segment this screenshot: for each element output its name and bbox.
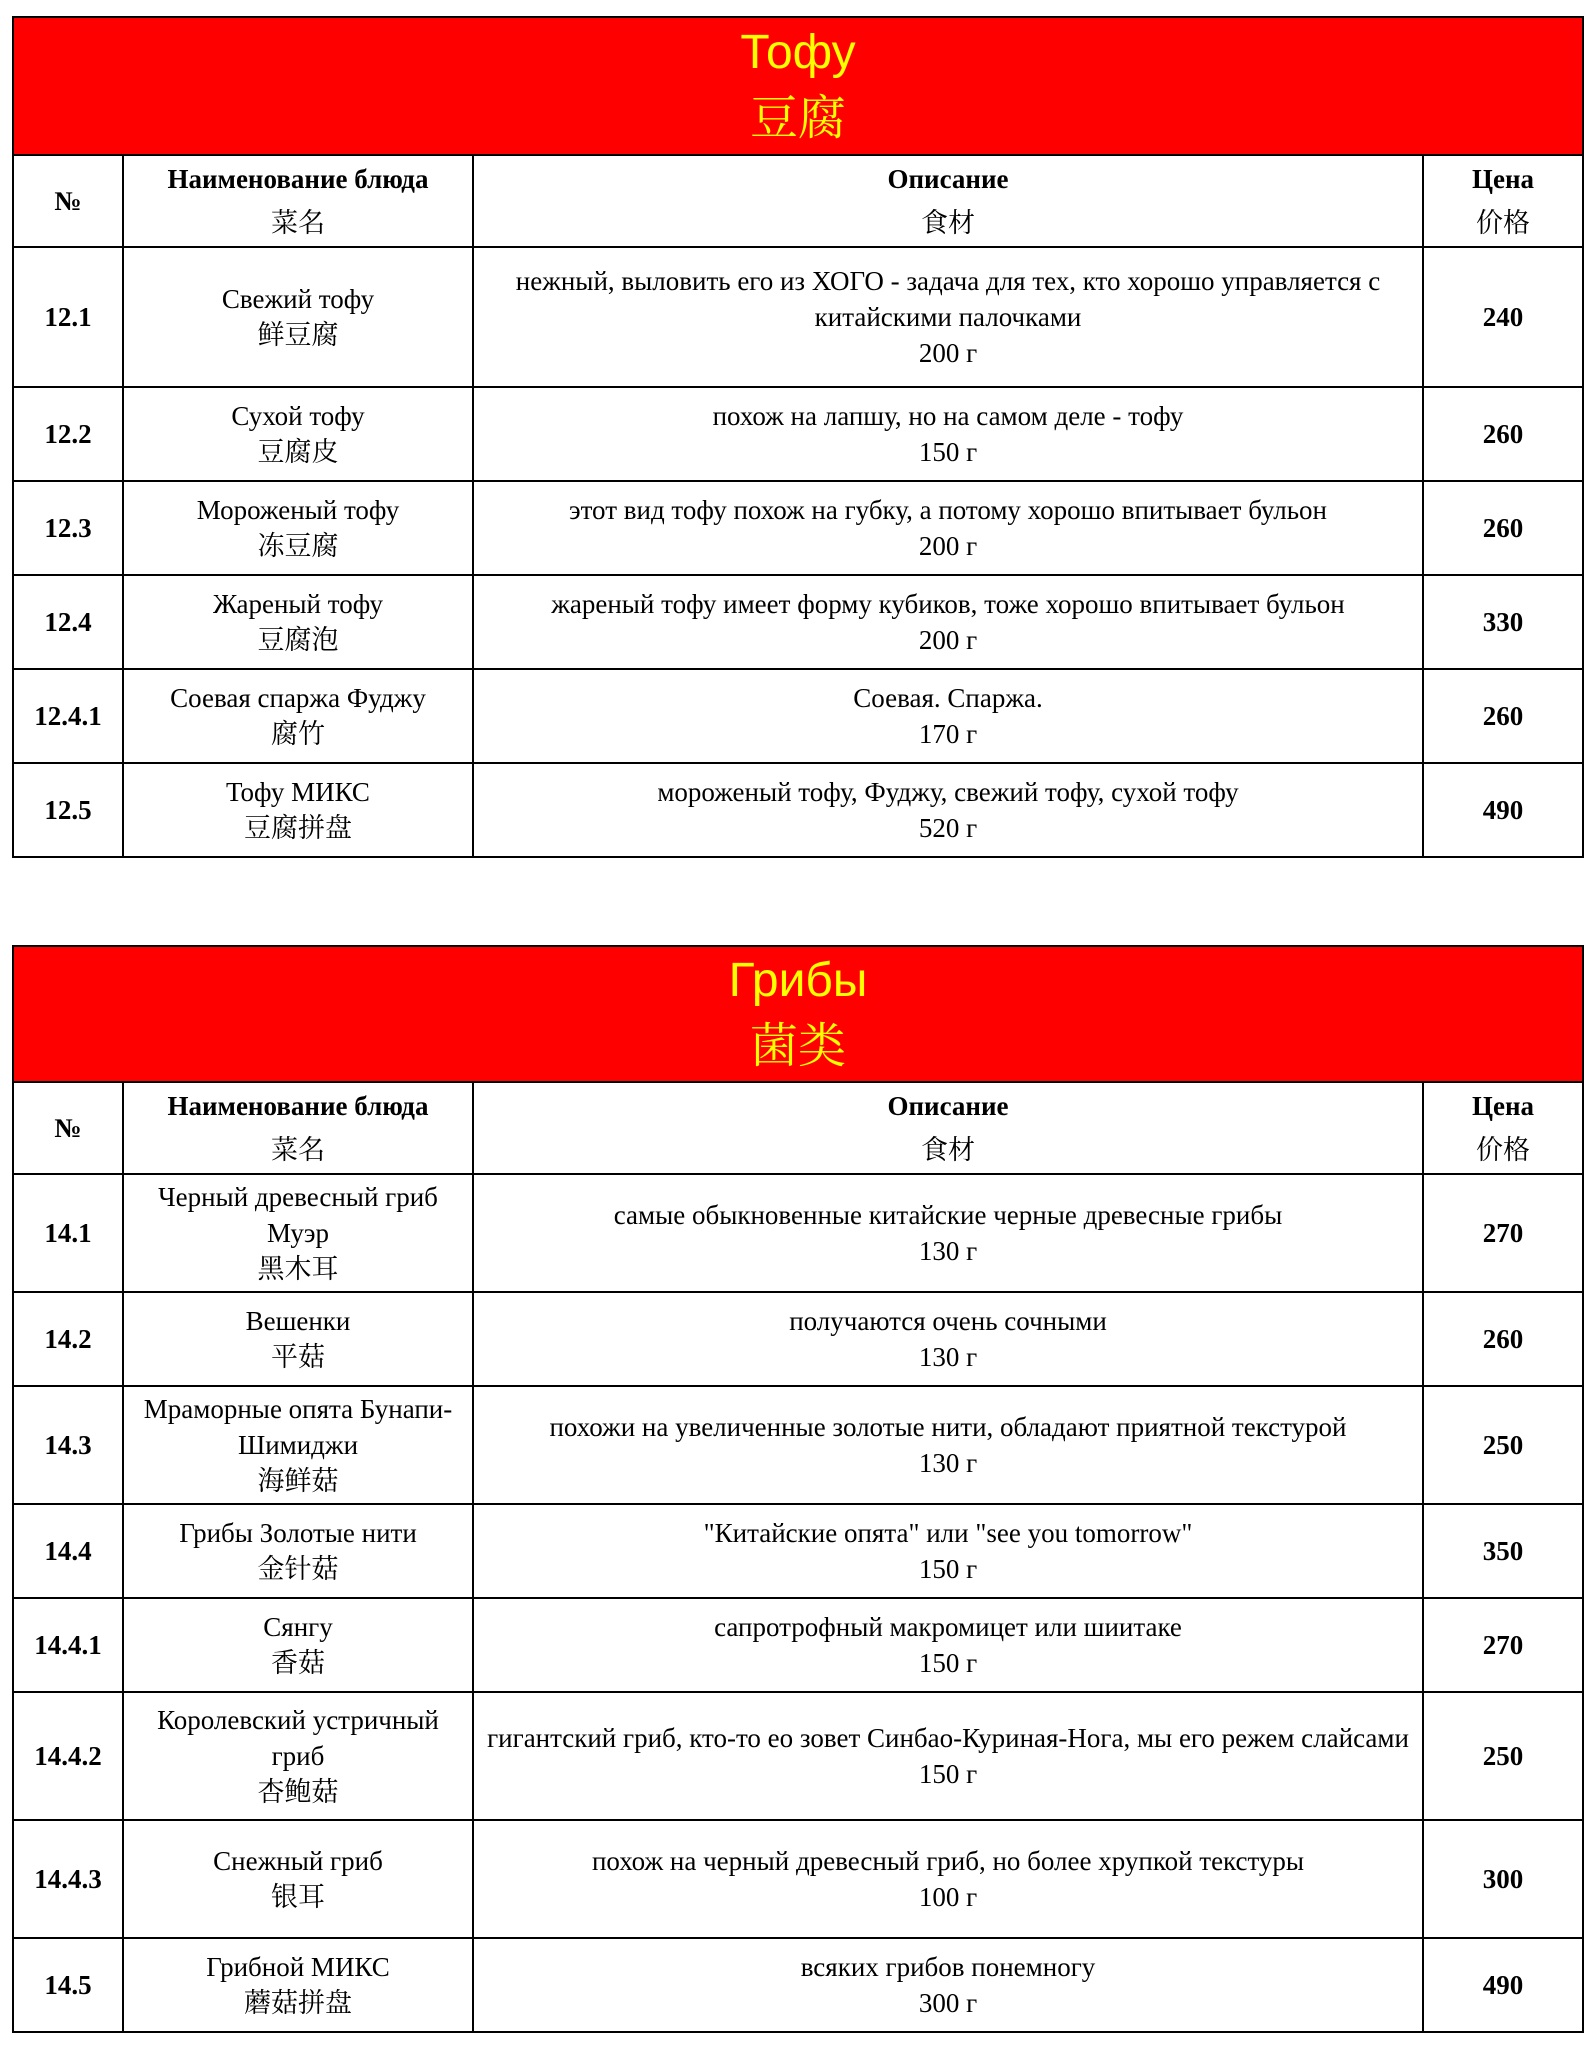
section-header-tofu	[13, 17, 1583, 155]
dish-description-cell	[473, 387, 1423, 481]
dish-number: 12.4.1	[13, 669, 123, 763]
dish-name-ru: Черный древесный гриб Муэр	[158, 1182, 438, 1248]
dish-description: похож на лапшу, но на самом деле - тофу	[712, 401, 1184, 431]
dish-weight: 150 г	[918, 1554, 978, 1584]
dish-name-cell	[123, 763, 473, 857]
dish-weight: 200 г	[918, 338, 978, 368]
section-title-ru: Грибы	[728, 954, 868, 1007]
dish-name-ru: Грибной МИКС	[206, 1952, 390, 1982]
dish-price: 270	[1423, 1174, 1583, 1292]
table-row	[13, 575, 1583, 669]
dish-number: 14.5	[13, 1938, 123, 2032]
header-desc: Описание 食材	[473, 155, 1423, 247]
dish-name-ru: Сухой тофу	[231, 401, 365, 431]
dish-description-cell	[473, 1820, 1423, 1938]
dish-name-zh: 豆腐泡	[257, 625, 339, 655]
dish-description-cell	[473, 575, 1423, 669]
dish-weight: 150 г	[918, 1648, 978, 1678]
dish-name-cell	[123, 1174, 473, 1292]
dish-name-ru: Мороженый тофу	[196, 495, 400, 525]
dish-description-cell	[473, 1504, 1423, 1598]
dish-number: 14.4.1	[13, 1598, 123, 1692]
dish-description: всяких грибов понемногу	[800, 1952, 1096, 1982]
dish-name-ru: Грибы Золотые нити	[179, 1518, 417, 1548]
dish-number: 14.2	[13, 1292, 123, 1386]
table-row	[13, 1692, 1583, 1820]
header-name: Наименование блюда 菜名	[123, 1082, 473, 1174]
dish-description: гигантский гриб, кто-то ео зовет Синбао-Куриная-Нога, мы его режем слайсами	[487, 1723, 1409, 1753]
dish-name-zh: 平菇	[271, 1342, 325, 1372]
dish-name-ru: Тофу МИКС	[226, 777, 370, 807]
dish-number: 14.4.3	[13, 1820, 123, 1938]
dish-description: нежный, выловить его из ХОГО - задача для тех, кто хорошо управляется с китайскими палочками	[515, 266, 1381, 332]
dish-name-cell	[123, 387, 473, 481]
dish-weight: 170 г	[918, 719, 978, 749]
dish-name-zh: 金针菇	[257, 1554, 339, 1584]
dish-number: 12.5	[13, 763, 123, 857]
section-title-zh: 豆腐	[750, 92, 847, 145]
header-price: Цена 价格	[1423, 155, 1583, 247]
table-row	[13, 669, 1583, 763]
dish-number: 14.4	[13, 1504, 123, 1598]
dish-price: 490	[1423, 763, 1583, 857]
table-row	[13, 1174, 1583, 1292]
dish-name-ru: Снежный гриб	[213, 1846, 383, 1876]
mushroom-menu-table	[12, 945, 1584, 2033]
dish-name-zh: 蘑菇拼盘	[244, 1988, 352, 2018]
dish-price: 260	[1423, 387, 1583, 481]
tofu-menu-table	[12, 16, 1584, 858]
table-row	[13, 387, 1583, 481]
dish-name-cell	[123, 247, 473, 387]
dish-description: "Китайские опята" или "see you tomorrow"	[703, 1518, 1193, 1548]
dish-number: 12.1	[13, 247, 123, 387]
dish-name-zh: 海鲜菇	[257, 1466, 339, 1496]
header-name: Наименование блюда 菜名	[123, 155, 473, 247]
dish-price: 350	[1423, 1504, 1583, 1598]
dish-name-ru: Королевский устричный гриб	[157, 1705, 439, 1771]
dish-description-cell	[473, 1292, 1423, 1386]
dish-price: 300	[1423, 1820, 1583, 1938]
dish-number: 14.3	[13, 1386, 123, 1504]
section-title-ru: Тофу	[740, 26, 856, 79]
dish-price: 330	[1423, 575, 1583, 669]
dish-name-ru: Вешенки	[245, 1306, 351, 1336]
table-row	[13, 481, 1583, 575]
dish-description-cell	[473, 481, 1423, 575]
section-title-zh: 菌类	[750, 1020, 847, 1073]
dish-description-cell	[473, 1938, 1423, 2032]
header-num: №	[13, 155, 123, 247]
dish-description: жареный тофу имеет форму кубиков, тоже хорошо впитывает бульон	[551, 589, 1345, 619]
dish-price: 250	[1423, 1692, 1583, 1820]
dish-name-cell	[123, 575, 473, 669]
dish-name-zh: 鲜豆腐	[257, 320, 339, 350]
table-row	[13, 247, 1583, 387]
dish-weight: 150 г	[918, 437, 978, 467]
dish-weight: 130 г	[918, 1448, 978, 1478]
header-desc: Описание 食材	[473, 1082, 1423, 1174]
dish-number: 12.2	[13, 387, 123, 481]
dish-price: 260	[1423, 669, 1583, 763]
dish-name-zh: 豆腐皮	[257, 437, 339, 467]
dish-description: мороженый тофу, Фуджу, свежий тофу, сухой тофу	[657, 777, 1239, 807]
dish-name-zh: 腐竹	[271, 719, 325, 749]
dish-name-cell	[123, 481, 473, 575]
dish-name-zh: 银耳	[271, 1882, 325, 1912]
dish-description-cell	[473, 247, 1423, 387]
header-price: Цена 价格	[1423, 1082, 1583, 1174]
dish-price: 490	[1423, 1938, 1583, 2032]
dish-name-ru: Мраморные опята Бунапи-Шимиджи	[143, 1394, 453, 1460]
dish-price: 240	[1423, 247, 1583, 387]
dish-weight: 200 г	[918, 625, 978, 655]
dish-description: получаются очень сочными	[789, 1306, 1107, 1336]
dish-name-zh: 香菇	[271, 1648, 325, 1678]
dish-name-cell	[123, 1504, 473, 1598]
dish-number: 12.3	[13, 481, 123, 575]
dish-name-ru: Соевая спаржа Фуджу	[170, 683, 426, 713]
dish-number: 14.4.2	[13, 1692, 123, 1820]
dish-name-cell	[123, 1598, 473, 1692]
table-row	[13, 1504, 1583, 1598]
dish-description: похож на черный древесный гриб, но более хрупкой текстуры	[591, 1846, 1305, 1876]
table-row	[13, 1938, 1583, 2032]
dish-price: 260	[1423, 1292, 1583, 1386]
dish-description: сапротрофный макромицет или шиитаке	[714, 1612, 1182, 1642]
dish-name-zh: 冻豆腐	[257, 531, 339, 561]
dish-number: 12.4	[13, 575, 123, 669]
dish-weight: 200 г	[918, 531, 978, 561]
dish-name-cell	[123, 1386, 473, 1504]
header-num: №	[13, 1082, 123, 1174]
dish-description-cell	[473, 1598, 1423, 1692]
dish-name-zh: 黑木耳	[257, 1254, 339, 1284]
section-header-mushrooms	[13, 946, 1583, 1082]
dish-weight: 100 г	[918, 1882, 978, 1912]
dish-name-cell	[123, 1692, 473, 1820]
dish-name-zh: 杏鲍菇	[257, 1777, 339, 1807]
dish-description-cell	[473, 1692, 1423, 1820]
dish-weight: 300 г	[918, 1988, 978, 2018]
dish-price: 250	[1423, 1386, 1583, 1504]
dish-weight: 130 г	[918, 1236, 978, 1266]
dish-weight: 520 г	[918, 813, 978, 843]
table-row	[13, 1386, 1583, 1504]
dish-description-cell	[473, 763, 1423, 857]
dish-name-cell	[123, 1938, 473, 2032]
dish-weight: 130 г	[918, 1342, 978, 1372]
dish-description-cell	[473, 1174, 1423, 1292]
dish-description: этот вид тофу похож на губку, а потому хорошо впитывает бульон	[569, 495, 1327, 525]
column-header-row	[13, 155, 1583, 247]
dish-name-cell	[123, 1292, 473, 1386]
table-row	[13, 763, 1583, 857]
table-row	[13, 1292, 1583, 1386]
dish-description: похожи на увеличенные золотые нити, обладают приятной текстурой	[549, 1412, 1347, 1442]
dish-price: 270	[1423, 1598, 1583, 1692]
dish-weight: 150 г	[918, 1759, 978, 1789]
dish-price: 260	[1423, 481, 1583, 575]
dish-name-zh: 豆腐拼盘	[244, 813, 352, 843]
column-header-row	[13, 1082, 1583, 1174]
dish-description: Соевая. Спаржа.	[853, 683, 1043, 713]
dish-name-ru: Свежий тофу	[221, 284, 375, 314]
dish-description: самые обыкновенные китайские черные древесные грибы	[613, 1200, 1283, 1230]
dish-name-ru: Сянгу	[263, 1612, 333, 1642]
dish-description-cell	[473, 1386, 1423, 1504]
dish-number: 14.1	[13, 1174, 123, 1292]
table-row	[13, 1598, 1583, 1692]
dish-name-cell	[123, 1820, 473, 1938]
table-row	[13, 1820, 1583, 1938]
dish-description-cell	[473, 669, 1423, 763]
dish-name-cell	[123, 669, 473, 763]
dish-name-ru: Жареный тофу	[212, 589, 384, 619]
